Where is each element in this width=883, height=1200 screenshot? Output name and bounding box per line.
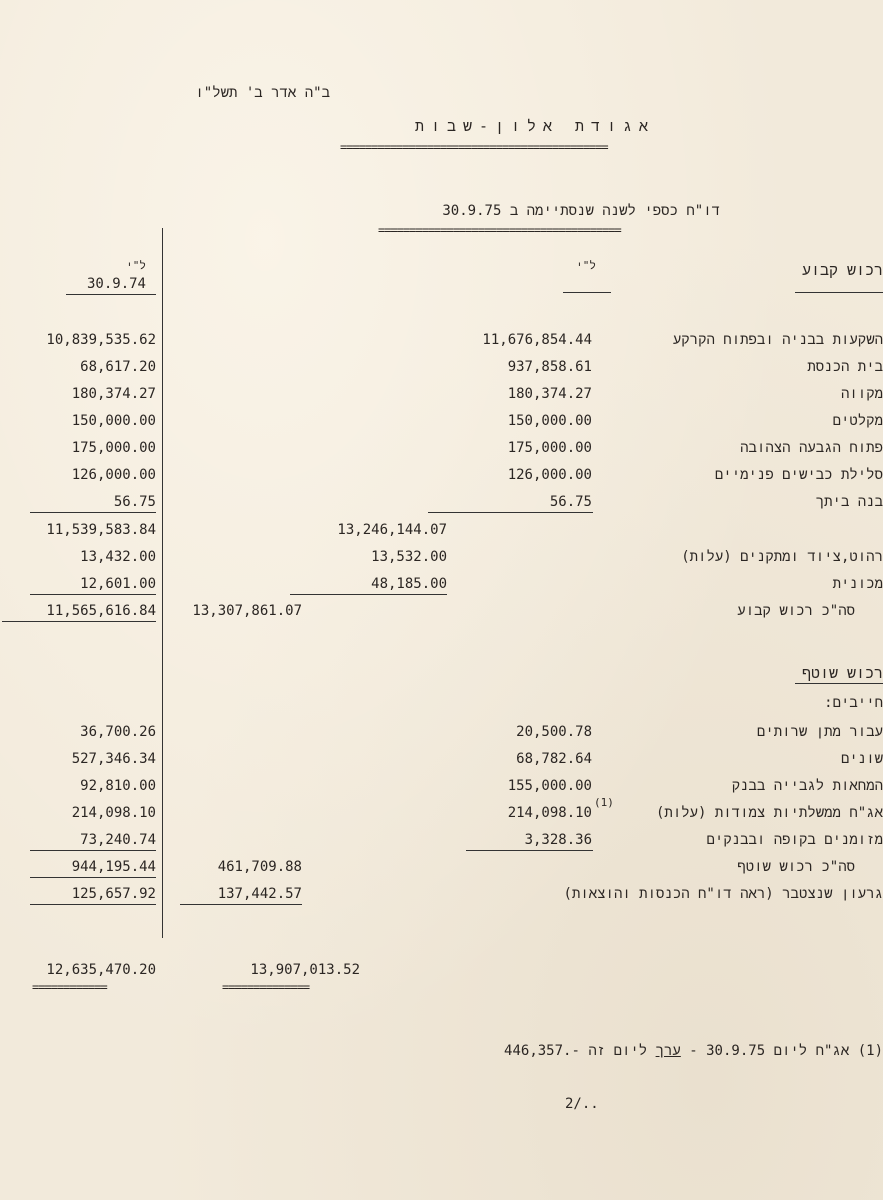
fixed-asset-curr: 150,000.00 [507,413,592,429]
current-asset-curr: 3,328.36 [524,832,592,848]
fixed-asset-curr: 180,374.27 [507,386,592,402]
current-assets-total-prev-rule [30,877,156,878]
organization-double-rule: =========================================== [340,140,608,154]
fixed-asset-prev: 180,374.27 [71,386,156,402]
current-assets-total-curr: 461,709.88 [217,859,302,875]
machinery-prev-rule [30,594,156,595]
prev-year-date: 30.9.74 [86,276,146,292]
current-assets-total-prev: 944,195.44 [71,859,156,875]
fixed-assets-heading-rule [795,292,883,293]
report-title-double-rule: ======================================= [378,223,621,237]
machinery-prev: 12,601.00 [80,576,156,592]
current-asset-curr: 155,000.00 [507,778,592,794]
fixed-asset-label: פתוח הגבעה הצהובה [740,440,883,456]
grand-total-curr: 13,907,013.52 [250,962,360,978]
fixed-asset-prev: 126,000.00 [71,467,156,483]
fixed-assets-subtotal-prev: 11,539,583.84 [46,522,156,538]
current-asset-prev: 527,346.34 [71,751,156,767]
fixed-asset-curr: 56.75 [549,494,592,510]
current-assets-curr-rule [466,850,593,851]
furniture-prev: 13,432.00 [80,549,156,565]
page-number: 2/.. [565,1096,599,1112]
fixed-assets-total-prev: 11,565,616.84 [46,603,156,619]
fixed-asset-curr: 175,000.00 [507,440,592,456]
machinery-label: מכונית [832,576,883,592]
fixed-assets-total-curr: 13,307,861.07 [192,603,302,619]
current-assets-prev-rule [30,850,156,851]
furniture-label: רהוט,ציוד ומתקנים (עלות) [681,549,883,565]
fixed-asset-prev: 56.75 [113,494,156,510]
current-asset-curr: 214,098.10 [507,805,592,821]
current-asset-prev: 73,240.74 [80,832,156,848]
curr-year-header-rule [563,292,611,293]
deficit-prev-rule [30,904,156,905]
current-assets-total-label: סה"כ רכוש שוטף [737,859,855,875]
column-separator [162,228,163,938]
current-asset-label: המחאות לגבייה בבנק [731,778,883,794]
report-title: דו"ח כספי לשנה שנסתיימה ב 30.9.75 [442,203,720,219]
grand-total-prev: 12,635,470.20 [46,962,156,978]
organization-name: אגודת אלון-שבות [414,117,656,135]
fixed-asset-label: בית הכנסת [807,359,883,375]
fixed-asset-label: סלילת כבישים פנימיים [714,467,883,483]
fixed-asset-curr: 11,676,854.44 [482,332,592,348]
current-asset-label: שונים [840,751,883,767]
footnote [440,1043,883,1059]
current-asset-prev: 92,810.00 [80,778,156,794]
fixed-asset-label: השקעות בבניה ובפתוח הקרקע [672,332,883,348]
current-assets-heading-rule [795,683,883,684]
prev-year-header-rule [66,294,156,295]
footnote-marker-ref: (1) [594,796,614,809]
footnote-text-b: ליום זה -.446,357 [504,1043,648,1059]
deficit-label: גרעון שנצטבר (ראה דו"ח הכנסות והוצאות) [563,886,883,902]
fixed-assets-curr-rule [428,512,593,513]
deficit-curr: 137,442.57 [217,886,302,902]
fixed-asset-label: מקלטים [832,413,883,429]
deficit-curr-rule [180,904,302,905]
furniture-mid: 13,532.00 [371,549,447,565]
fixed-assets-total-label: סה"כ רכוש קבוע [737,603,855,619]
fixed-asset-label: מקווה [840,386,883,402]
fixed-assets-heading: רכוש קבוע [801,261,883,279]
current-asset-curr: 20,500.78 [516,724,592,740]
footnote-text-a: אג"ח ליום 30.9.75 - [689,1043,850,1059]
current-asset-prev: 214,098.10 [71,805,156,821]
current-asset-prev: 36,700.26 [80,724,156,740]
fixed-asset-prev: 10,839,535.62 [46,332,156,348]
prev-year-currency: ל"י [126,259,146,272]
fixed-asset-label: בנה ביתך [815,494,883,510]
current-asset-label: אג"ח ממשלתיות צמודות (עלות) [655,805,883,821]
machinery-mid: 48,185.00 [371,576,447,592]
footnote-text-underlined: ערך [655,1043,681,1059]
fixed-asset-prev: 175,000.00 [71,440,156,456]
grand-total-curr-double-rule: ============== [222,980,310,994]
current-asset-label: עבור מתן שרותים [756,724,883,740]
current-asset-label: מזומנים בקופה ובבנקים [706,832,883,848]
grand-total-prev-double-rule: ============ [32,980,107,994]
fixed-assets-subtotal-mid: 13,246,144.07 [337,522,447,538]
footnote-marker: (1) [857,1043,883,1059]
curr-year-currency: ל"י [576,259,596,272]
document-date: ב"ה אדר ב' תשל"ו [195,85,330,101]
deficit-prev: 125,657.92 [71,886,156,902]
current-asset-curr: 68,782.64 [516,751,592,767]
fixed-assets-prev-rule [30,512,156,513]
fixed-asset-curr: 937,858.61 [507,359,592,375]
current-assets-heading: רכוש שוטף [801,664,883,682]
fixed-asset-prev: 150,000.00 [71,413,156,429]
debtors-heading: חייבים: [824,695,883,711]
fixed-asset-prev: 68,617.20 [80,359,156,375]
fixed-asset-curr: 126,000.00 [507,467,592,483]
fixed-assets-total-prev-rule [2,621,156,622]
machinery-mid-rule [290,594,447,595]
